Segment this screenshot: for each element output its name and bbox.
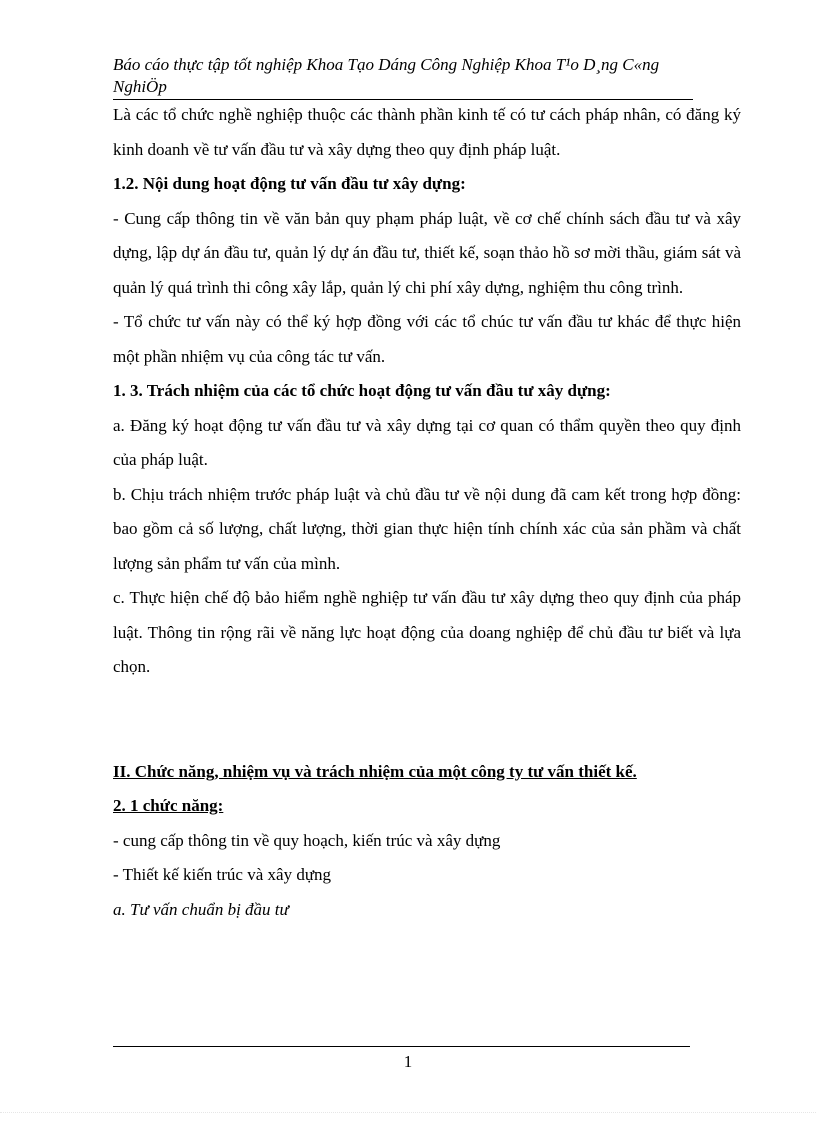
subsection-heading-2-1: 2. 1 chức năng: bbox=[113, 796, 224, 815]
chapter-heading-ii: II. Chức năng, nhiệm vụ và trách nhiệm của một công ty tư vấn thiết kế. bbox=[113, 761, 637, 781]
list-item-a: a. Đăng ký hoạt động tư vấn đầu tư và xây dựng tại cơ quan có thẩm quyền theo quy định của pháp luật. bbox=[113, 415, 741, 469]
list-item-b: b. Chịu trách nhiệm trước pháp luật và chủ đầu tư về nội dung đã cam kết trong hợp đồng: bao gồm cả số lượng, chất lượng, thời gian thực hiện tính chính xác của sản phầm và chất lượng sản phẩm tư vấn của mình. bbox=[113, 484, 741, 573]
intro-paragraph: Là các tổ chức nghề nghiệp thuộc các thành phần kinh tế có tư cách pháp nhân, có đăng ký kinh doanh về tư vấn đầu tư và xây dựng theo quy định pháp luật. bbox=[113, 105, 741, 159]
bullet-item: - cung cấp thông tin về quy hoạch, kiến trúc và xây dựng bbox=[113, 830, 501, 850]
footer-divider bbox=[113, 1046, 690, 1047]
content-paragraph: - Cung cấp thông tin về văn bản quy phạm pháp luật, về cơ chế chính sách đầu tư và xây dựng, lập dự án đầu tư, quản lý dự án đầu tư, thiết kế, soạn thảo hồ sơ mời thầu, giám sát và quản lý quá trình thi công xây lắp, quản lý chi phí xây dựng, nghiệm thu công trình. bbox=[113, 208, 741, 297]
italic-item-a: a. Tư vấn chuẩn bị đầu tư bbox=[113, 899, 289, 919]
section-spacer bbox=[113, 685, 741, 755]
page-number: 1 bbox=[403, 1052, 413, 1071]
page-edge-divider bbox=[0, 1112, 816, 1113]
list-item-c: c. Thực hiện chế độ bảo hiểm nghề nghiệp tư vấn đầu tư xây dựng theo quy định của pháp luật. Thông tin rộng rãi về năng lực hoạt động của doang nghiệp để chủ đầu tư biết và lựa chọn. bbox=[113, 588, 741, 676]
section-heading-1-2: 1.2. Nội dung hoạt động tư vấn đầu tư xây dựng: bbox=[113, 174, 466, 193]
section-heading-1-3: 1. 3. Trách nhiệm của các tổ chức hoạt động tư vấn đầu tư xây dựng: bbox=[113, 381, 611, 400]
bullet-item: - Thiết kế kiến trúc và xây dựng bbox=[113, 865, 332, 884]
running-header: Báo cáo thực tập tốt nghiệp Khoa Tạo Dáng Công Nghiệp Khoa T¹o D¸ng C«ng NghiÖp bbox=[113, 54, 693, 100]
document-body bbox=[113, 98, 741, 927]
content-paragraph: - Tổ chức tư vấn này có thể ký hợp đồng với các tổ chúc tư vấn đầu tư khác để thực hiện một phần nhiệm vụ của công tác tư vấn. bbox=[113, 312, 741, 366]
